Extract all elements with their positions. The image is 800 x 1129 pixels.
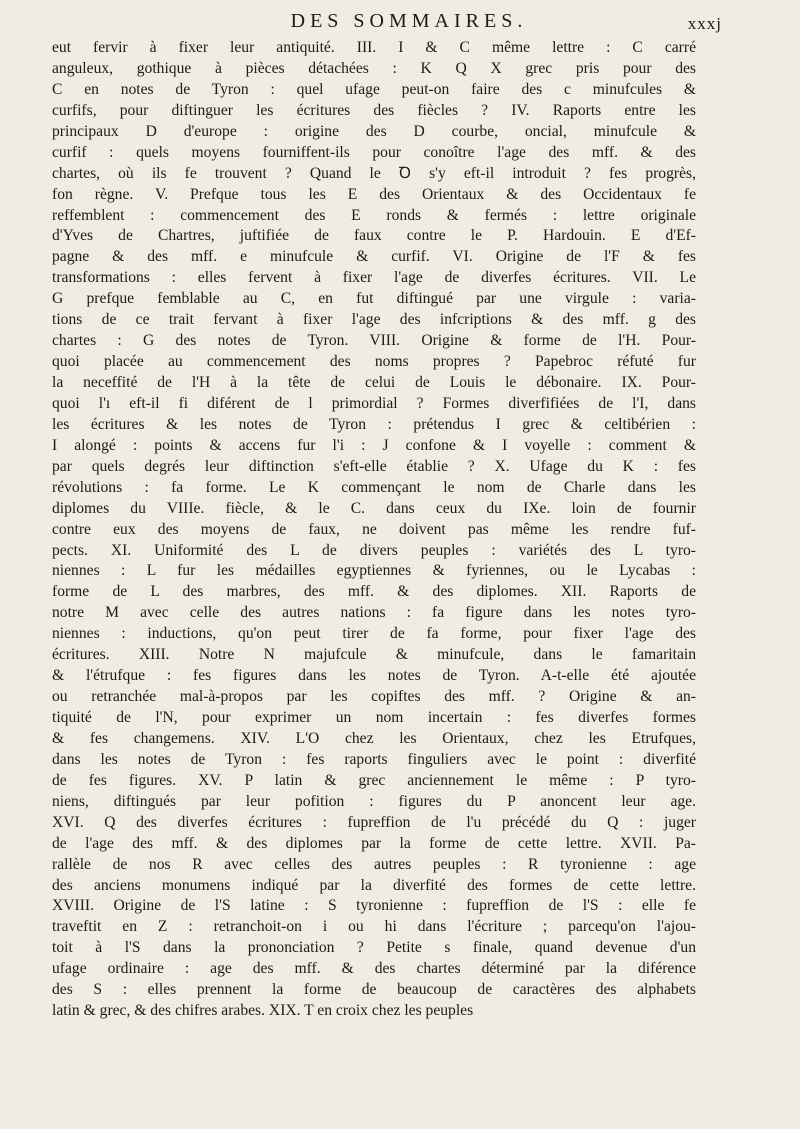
text-line: des S : elles prennent la forme de beaucoup de caractères des alphabets [52, 981, 696, 999]
text-line: anguleux, gothique à pièces détachées : K Q X grec pris pour des [52, 59, 696, 77]
text-line: forme de L des marbres, des mff. & des diplomes. XII. Raports de [52, 583, 696, 601]
text-line: de l'age des mff. & des diplomes par la forme de cette lettre. XVII. Pa- [52, 834, 696, 852]
text-line: transformations : elles fervent à fixer l'age de diverfes écritures. VII. Le [52, 269, 696, 287]
text-line: pagne & des mff. e minufcule & curfif. VI. Origine de l'F & fes [52, 248, 696, 266]
text-line: la neceffité de l'H à la tête de celui de Louis le débonaire. IX. Pour- [52, 374, 696, 391]
text-line: d'Yves de Chartres, juftifiée de faux contre le P. Hardouin. E d'Ef- [52, 227, 696, 245]
text-line: révolutions : fa forme. Le K commençant le nom de Charle dans les [52, 478, 696, 496]
text-line: quoi l'ı eft-il fi diférent de l primordial ? Formes diverfifiées de l'I, dans [52, 394, 696, 412]
text-line: ou retranchée mal-à-propos par les copiftes des mff. ? Origine & an- [52, 688, 696, 706]
text-line: XVI. Q des diverfes écritures : fupreffion de l'u précédé du Q : juger [52, 813, 696, 831]
text-line: rallèle de nos R avec celles des autres peuples : R tyronienne : age [52, 855, 696, 873]
text-line: tiquité de l'N, pour exprimer un nom incertain : fes diverfes formes [52, 709, 696, 726]
text-line: traveftit en Z : retranchoit-on i ou hi dans l'écriture ; parcequ'on l'ajou- [52, 918, 696, 936]
page-header [96, 8, 722, 38]
text-line: I alongé : points & accens fur l'i : J confone & I voyelle : comment & [52, 436, 696, 454]
text-line: principaux D d'europe : origine des D courbe, oncial, minufcule & [52, 122, 696, 140]
page-number: xxxj [687, 14, 722, 33]
text-line: & fes changemens. XIV. L'O chez les Orientaux, chez les Etrufques, [52, 729, 696, 747]
text-line: des anciens monumens indiqué par la diverfité des formes de cette lettre. [52, 876, 696, 894]
text-line: contre eux des moyens de faux, ne doivent pas même les rendre fuf- [52, 520, 696, 538]
text-line: chartes, où ils fe trouvent ? Quand le Ꝺ s'y eft-il introduit ? fes progrès, [52, 164, 696, 182]
text-line: fon règne. V. Prefque tous les E des Orientaux & des Occidentaux fe [52, 185, 696, 203]
text-line: latin & grec, & des chifres arabes. XIX. T en croix chez les peuples [52, 1002, 474, 1020]
text-line: G prefque femblable au C, en fut diftingué par une virgule : varia- [52, 290, 696, 308]
text-line: C en notes de Tyron : quel ufage peut-on faire des c minufcules & [52, 80, 696, 98]
text-line: niens, diftingués par leur pofition : figures du P anoncent leur age. [52, 792, 696, 810]
text-line: reffemblent : commencement des E ronds & fermés : lettre originale [52, 206, 696, 224]
text-line: chartes : G des notes de Tyron. VIII. Origine & forme de l'H. Pour- [52, 332, 696, 350]
text-line: curfifs, pour diftinguer les écritures des fiècles ? IV. Raports entre les [52, 101, 696, 119]
text-line: les écritures & les notes de Tyron : prétendus I grec & celtibérien : [52, 415, 696, 433]
text-line: niennes : L fur les médailles egyptiennes & fyriennes, ou le Lycabas : [52, 562, 696, 580]
text-line: curfif : quels moyens fourniffent-ils pour conoître l'age des mff. & des [52, 143, 696, 161]
text-line: pects. XI. Uniformité des L de divers peuples : variétés des L tyro- [52, 541, 696, 559]
text-line: écritures. XIII. Notre N majufcule & minufcule, dans le famaritain [52, 646, 696, 664]
text-line: diplomes du VIIIe. fiècle, & le C. dans ceux du IXe. loin de fournir [52, 499, 696, 517]
text-line: eut fervir à fixer leur antiquité. III. I & C même lettre : C carré [52, 39, 696, 56]
text-line: par quels degrés leur diftinction s'eft-elle établie ? X. Ufage du K : fes [52, 457, 696, 475]
text-line: tions de ce trait fervant à fixer l'age des infcriptions & des mff. g des [52, 311, 696, 329]
text-line: dans les notes de Tyron : fes raports finguliers avec le point : diverfité [52, 750, 696, 768]
text-line: toit à l'S dans la prononciation ? Petite s finale, quand devenue d'un [52, 939, 696, 957]
text-line: XVIII. Origine de l'S latine : S tyronienne : fupreffion de l'S : elle fe [52, 897, 696, 915]
text-line: de fes figures. XV. P latin & grec anciennement le même : P tyro- [52, 771, 696, 789]
summary-text [52, 38, 696, 1022]
text-line: niennes : inductions, qu'on peut tirer de fa forme, pour fixer l'age des [52, 625, 696, 643]
text-line: quoi placée au commencement des noms propres ? Papebroc réfuté fur [52, 353, 696, 371]
text-line: ufage ordinaire : age des mff. & des chartes déterminé par la diférence [52, 960, 696, 978]
text-line: notre M avec celle des autres nations : fa figure dans les notes tyro- [52, 604, 696, 622]
text-line: & l'étrufque : fes figures dans les notes de Tyron. A-t-elle été ajoutée [52, 667, 696, 685]
running-head: DES SOMMAIRES. [290, 10, 528, 32]
